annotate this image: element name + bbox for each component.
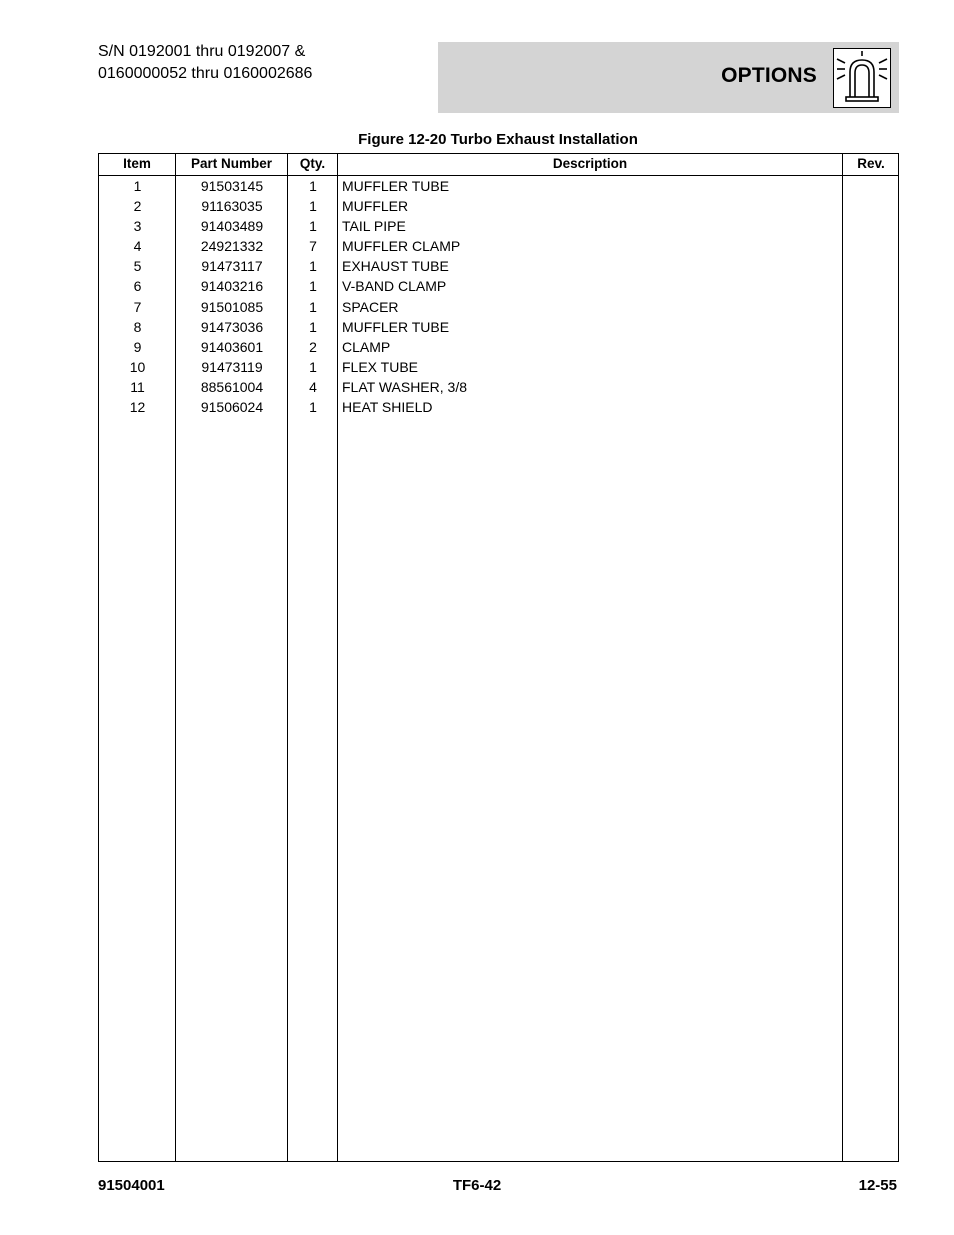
quantity: 1 [309,358,317,375]
column-header-part-number: Part Number [190,156,273,171]
quantity: 1 [309,298,317,315]
item-number: 9 [133,338,142,355]
column-header-description: Description [552,156,628,171]
footer-manual-number: 91504001 [98,1177,165,1194]
part-number: 24921332 [200,238,264,255]
table-row [99,337,898,357]
quantity: 2 [309,338,317,355]
part-number: 91403216 [200,278,264,295]
description: HEAT SHIELD [342,399,433,416]
part-number: 91473117 [201,258,263,275]
table-row [99,236,898,256]
item-number: 5 [133,258,142,275]
figure-title: Figure 12-20 Turbo Exhaust Installation [358,131,638,148]
item-number: 4 [133,238,142,255]
part-number: 91473119 [201,358,263,375]
description: MUFFLER TUBE [342,178,450,194]
item-number: 11 [130,378,145,395]
description: MUFFLER CLAMP [342,238,461,255]
item-number: 10 [129,358,146,375]
parts-table [98,153,899,1162]
column-header-item: Item [123,156,151,171]
quantity: 1 [309,218,317,235]
description: CLAMP [342,338,391,355]
table-row [99,276,898,296]
table-row [99,216,898,236]
quantity: 4 [309,378,317,395]
table-row [99,397,898,417]
part-number: 91473036 [200,318,264,335]
description: FLEX TUBE [342,358,418,375]
description: TAIL PIPE [342,218,406,235]
footer-section-code: TF6-42 [452,1177,502,1194]
item-number: 1 [133,178,142,194]
column-header-rev: Rev. [857,156,885,171]
column-header-qty: Qty. [299,156,326,171]
part-number: 91403601 [200,338,264,355]
item-number: 3 [133,218,142,235]
description: SPACER [342,298,399,315]
item-number: 12 [129,399,146,416]
item-number: 7 [133,298,142,315]
part-number: 91163035 [201,198,263,215]
beacon-light-icon [833,48,891,108]
description: MUFFLER [342,198,409,215]
section-title: OPTIONS [721,64,817,87]
table-row [99,377,898,397]
table-body [99,176,898,417]
quantity: 1 [309,198,317,215]
table-row [99,256,898,276]
table-row [99,176,898,196]
part-number: 91403489 [200,218,264,235]
serial-number-range [98,41,312,85]
part-number: 91503145 [200,178,264,194]
quantity: 1 [309,258,317,275]
item-number: 2 [133,198,142,215]
serial-line-2: 0160000052 thru 0160002686 [98,65,313,82]
table-row [99,196,898,216]
quantity: 1 [309,178,317,194]
part-number: 88561004 [200,378,264,395]
item-number: 6 [133,278,142,295]
section-header [438,42,899,113]
table-row [99,357,898,377]
quantity: 1 [309,318,317,335]
quantity: 1 [309,278,317,295]
description: V-BAND CLAMP [342,278,447,295]
quantity: 7 [309,238,317,255]
description: EXHAUST TUBE [342,258,449,275]
description: FLAT WASHER, 3/8 [342,378,467,395]
description: MUFFLER TUBE [342,318,450,335]
part-number: 91501085 [200,298,264,315]
serial-line-1: S/N 0192001 thru 0192007 & [98,43,306,60]
footer-page-number: 12-55 [858,1177,897,1194]
table-row [99,297,898,317]
table-row [99,317,898,337]
part-number: 91506024 [200,399,264,416]
item-number: 8 [133,318,142,335]
quantity: 1 [309,399,317,416]
